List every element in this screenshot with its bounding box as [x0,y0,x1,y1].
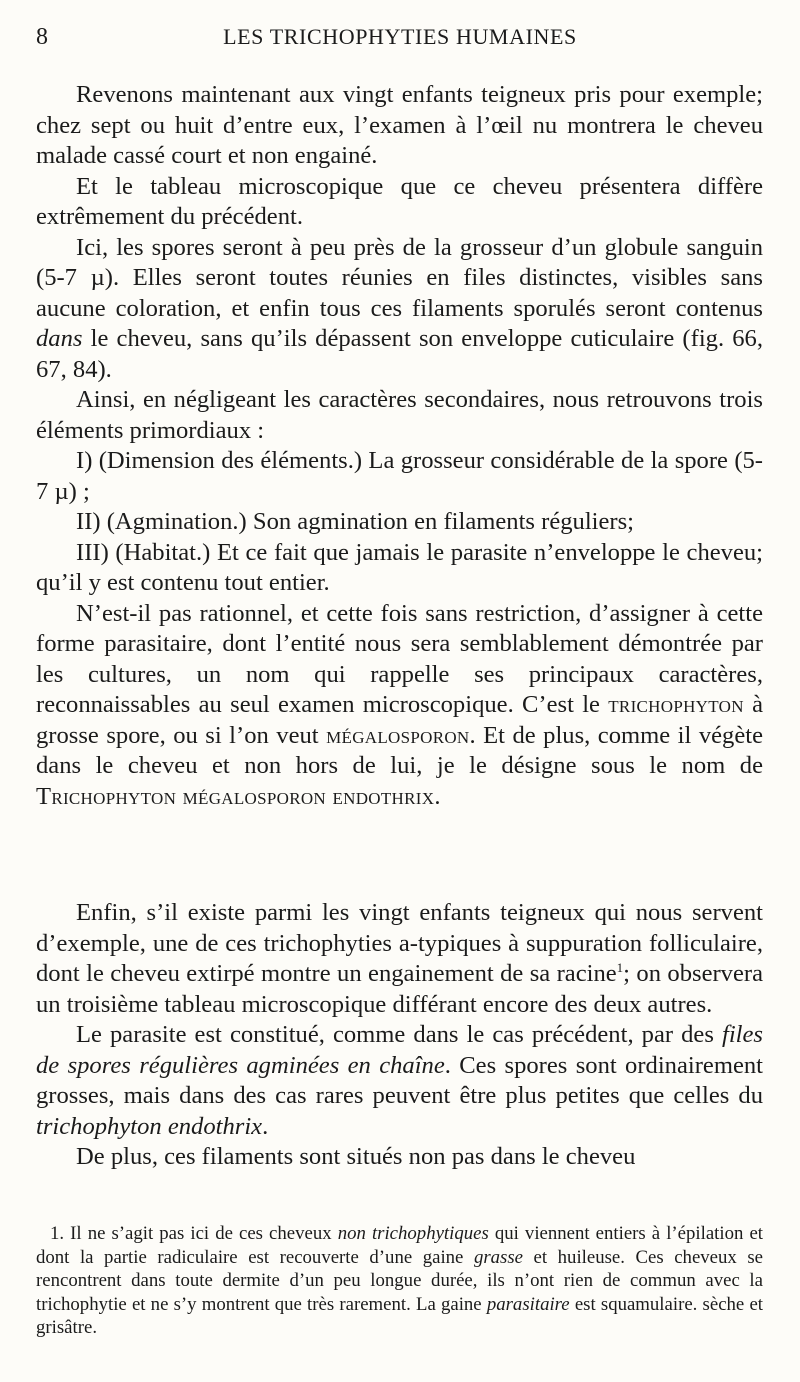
text-run: ; on observera un troisième tableau microscopique différant encore des deux autres. [36,960,763,1018]
page-header [36,24,764,64]
text-run: . [262,1112,269,1140]
paragraph: De plus, ces filaments sont situés non pas dans le cheveu [76,1143,636,1170]
emphasis: grasse [473,1246,523,1268]
text-run: N’est-il pas rationnel, et cette fois sans restriction, d’assigner à cette forme parasitaire, dont l’entité nous sera semblablement démontrée par les cultures, un nom qui rappelle ses principaux caractères, reconnaissables au seul examen microscopique. C’est le [36,599,763,718]
text-run: et huileuse. Ces cheveux se rencontrent dans toute dermite d’un peu longue durée, ils n’ont rien de commun avec la trichophytie et ne s’y montrent que très rarement. La gaine [36,1246,763,1315]
text-run: . Et de plus, comme il végète dans le cheveu et non hors de lui, je le désigne sous le nom de [36,721,763,779]
section-ectothrix [36,898,763,1173]
small-caps-term: Trichophyton mégalosporon endothrix [36,782,435,810]
text-run: Ici, les spores seront à peu près de la grosseur d’un globule sanguin (5-7 µ). Elles seront toutes réunies en files distinctes, visibles sans aucune coloration, et enfin tous ces filaments sporulés seront contenus [36,233,763,322]
list-item: I) (Dimension des éléments.) La grosseur considérable de la spore (5-7 µ) ; [36,447,763,505]
footnote [36,1222,763,1340]
list-item: III) (Habitat.) Et ce fait que jamais le parasite n’enveloppe le cheveu; qu’il y est contenu tout entier. [36,538,763,596]
paragraph: Revenons maintenant aux vingt enfants teigneux pris pour exemple; chez sept ou huit d’entre eux, l’examen à l’œil nu montrera le cheveu malade cassé court et non engainé. [36,81,763,169]
paragraph [36,599,763,813]
emphasis: files de spores régulières agminées en chaîne [36,1021,763,1079]
running-title: LES TRICHOPHYTIES HUMAINES [223,24,577,49]
paragraph: Et le tableau microscopique que ce cheveu présentera diffère extrêmement du précédent. [36,172,763,230]
text-run: 1. Il ne s’agit pas ici de ces cheveux [50,1223,338,1244]
footnote-ref[interactable]: 1 [616,959,624,975]
emphasis: non trichophytiques [337,1223,489,1244]
text-run: . Ces spores sont ordinairement grosses, mais dans des cas rares peuvent être plus petites que celles du [36,1051,764,1109]
footnote-text [36,1222,763,1340]
text-run: Le parasite est constitué, comme dans le cas précédent, par des [76,1021,722,1048]
section-endothrix [36,80,763,812]
small-caps-term: trichophyton [608,691,744,718]
emphasis: trichophyton endothrix [36,1112,263,1140]
paragraph: Ainsi, en négligeant les caractères secondaires, nous retrouvons trois éléments primordiaux : [36,386,763,444]
small-caps-term: mégalosporon [326,721,470,749]
paragraph [36,898,763,1020]
list-item: II) (Agmination.) Son agmination en filaments réguliers; [76,508,635,535]
text-run: à grosse spore, ou si l’on veut [36,691,763,749]
paragraph [36,1020,763,1142]
text-run: Enfin, s’il existe parmi les vingt enfants teigneux qui nous servent d’exemple, une de ces trichophyties a-typiques à suppuration folliculaire, dont le cheveu extirpé montre un engainement de sa racine [36,899,763,987]
emphasis: dans [36,325,83,352]
paragraph [36,233,763,386]
text-run: qui viennent entiers à l’épilation et dont la partie radiculaire est recouverte d’une gaine [36,1223,764,1268]
emphasis: parasitaire [486,1293,570,1315]
page-number: 8 [36,24,48,50]
text-run: est squamulaire. sèche et grisâtre. [36,1293,764,1338]
text-run: . [434,782,441,810]
text-run: le cheveu, sans qu’ils dépassent son enveloppe cuticulaire (fig. 66, 67, 84). [36,325,763,383]
